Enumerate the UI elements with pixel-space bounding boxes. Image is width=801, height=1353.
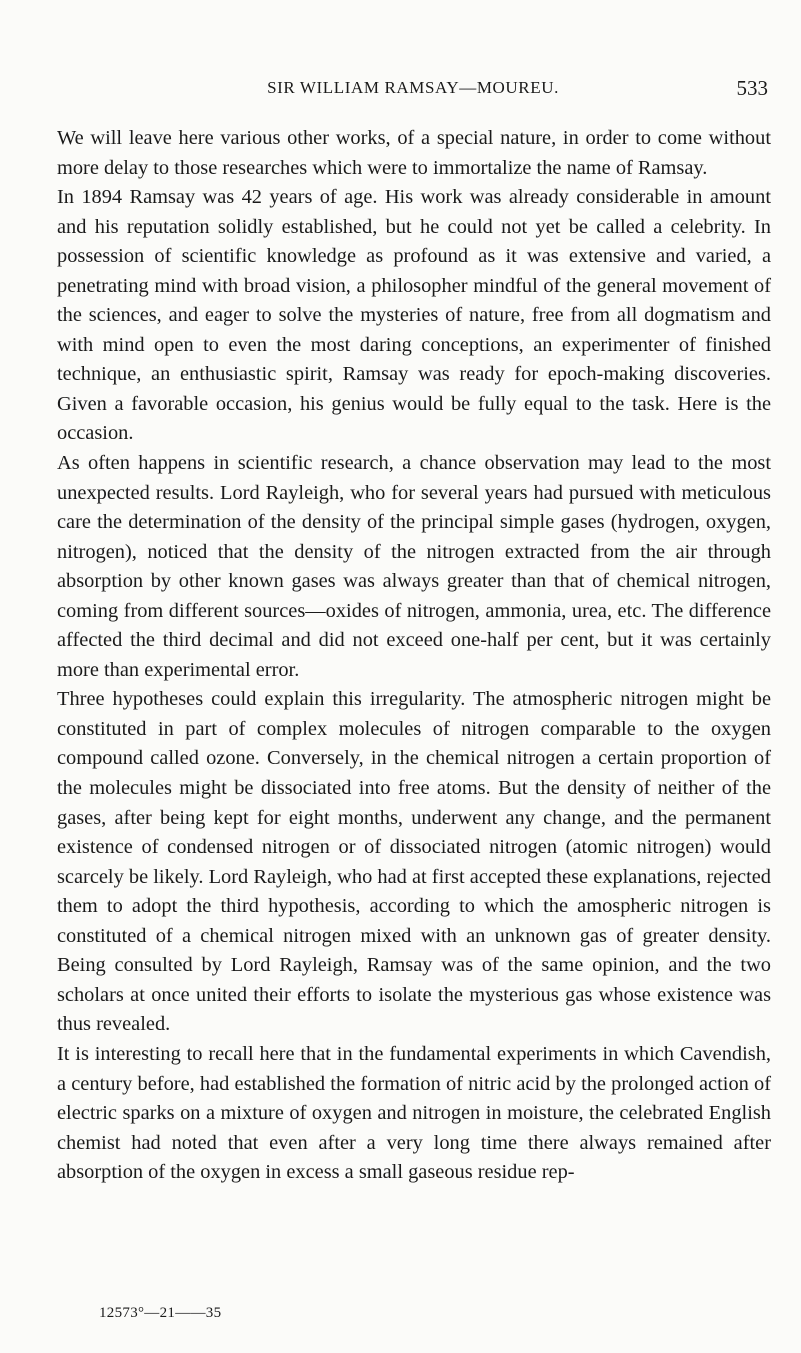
running-head bbox=[58, 78, 768, 106]
running-title: SIR WILLIAM RAMSAY—MOUREU. bbox=[267, 78, 559, 97]
paragraph: Three hypotheses could explain this irregularity. The atmospheric nitrogen might be constituted in part of complex molecules of nitrogen comparable to the oxygen compound called ozone. Conversely, in the chemical nitrogen a certain proportion of the molecules might be dissociated into free atoms. But the density of neither of the gases, after being kept for eight months, underwent any change, and the permanent existence of condensed nitrogen or of dissociated nitrogen (atomic nitrogen) would scarcely be likely. Lord Rayleigh, who had at first accepted these explanations, rejected them to adopt the third hypothesis, according to which the amospheric nitrogen is constituted of a chemical nitrogen mixed with an unknown gas of greater density. Being consulted by Lord Rayleigh, Ramsay was of the same opinion, and the two scholars at once united their efforts to isolate the mysterious gas whose existence was thus revealed. bbox=[57, 688, 771, 1036]
page-number: 533 bbox=[736, 76, 768, 100]
paragraph: As often happens in scientific research, a chance observation may lead to the most unexpected results. Lord Rayleigh, who for several years had pursued with meticulous care the determination of the density of the principal simple gases (hydrogen, oxygen, nitrogen), noticed that the density of the nitrogen extracted from the air through absorption by other known gases was always greater than that of chemical nitrogen, coming from different sources—oxides of nitrogen, ammonia, urea, etc. The difference affected the third decimal and did not exceed one-half per cent, but it was certainly more than experimental error. bbox=[57, 452, 771, 681]
paragraph: We will leave here various other works, of a special nature, in order to come without more delay to those researches which were to immortalize the name of Ramsay. bbox=[57, 127, 771, 179]
paragraph: It is interesting to recall here that in the fundamental experiments in which Cavendish, a century before, had established the formation of nitric acid by the prolonged action of electric sparks on a mixture of oxygen and nitrogen in moisture, the celebrated English chemist had noted that even after a very long time there always remained after absorption of the oxygen in excess a small gaseous residue rep- bbox=[57, 1042, 771, 1184]
printer-signature: 12573°—21——35 bbox=[99, 1305, 222, 1321]
paragraph: In 1894 Ramsay was 42 years of age. His work was already considerable in amount and his reputation solidly established, but he could not yet be called a celebrity. In possession of scientific knowledge as profound as it was extensive and varied, a penetrating mind with broad vision, a philosopher mindful of the general movement of the sciences, and eager to solve the mysteries of nature, free from all dogmatism and with mind open to even the most daring conceptions, an experimenter of finished technique, an enthusiastic spirit, Ramsay was ready for epoch-making discoveries. Given a favorable occasion, his genius would be fully equal to the task. Here is the occasion. bbox=[57, 186, 771, 445]
body-text bbox=[57, 124, 771, 1188]
